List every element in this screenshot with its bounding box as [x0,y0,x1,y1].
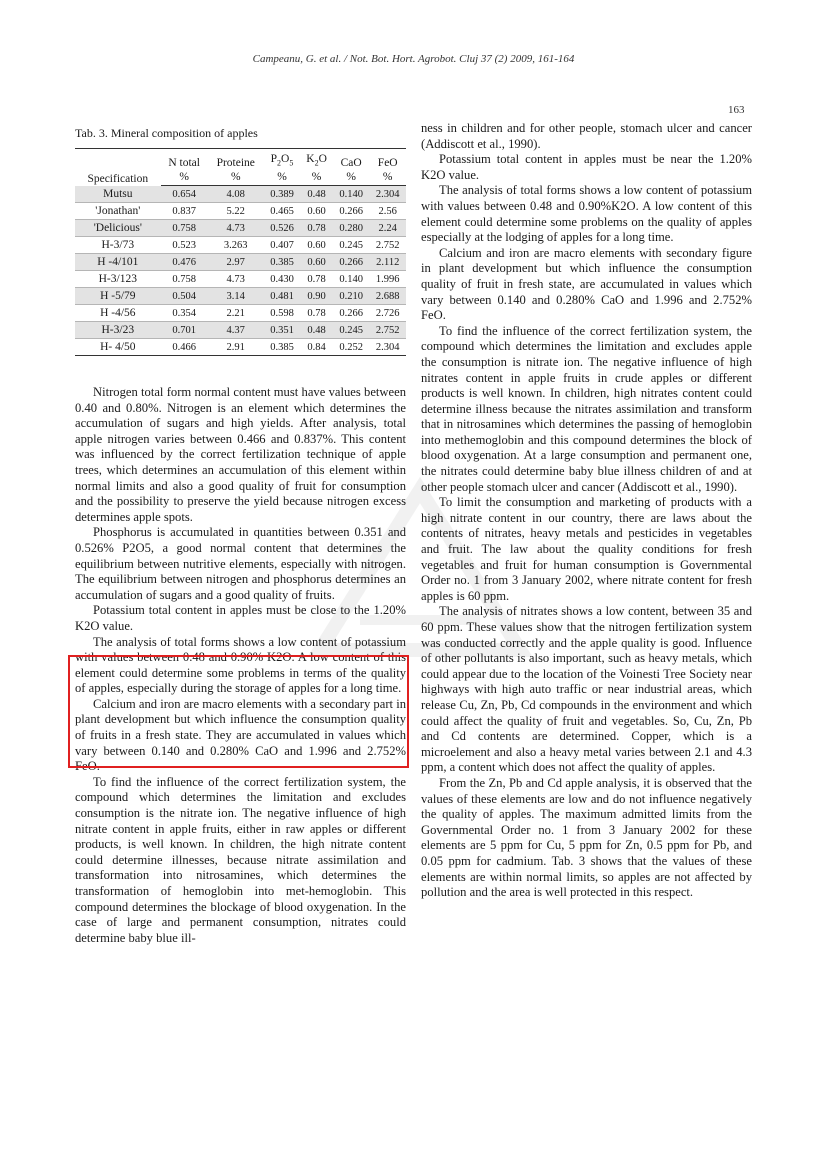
page-number: 163 [728,104,745,116]
table-cell: 3.14 [208,288,264,305]
table-cell: 2.752 [369,322,406,339]
right-column [421,121,752,901]
column-unit: % [161,170,208,186]
column-header: N total [161,149,208,171]
table-cell: 0.598 [264,305,301,322]
table-cell: 2.91 [208,339,264,356]
table-cell: H -4/56 [75,305,161,322]
table-cell: 0.407 [264,237,301,254]
table-cell: 0.385 [264,339,301,356]
table-cell: 2.688 [369,288,406,305]
table-cell: 2.304 [369,186,406,203]
table-cell: 0.701 [161,322,208,339]
table-row [75,305,406,322]
table-cell: 0.504 [161,288,208,305]
table-cell: 0.90 [300,288,333,305]
table-cell: 3.263 [208,237,264,254]
paragraph: ness in children and for other people, stomach ulcer and cancer (Addiscott et al., 1990). [421,121,752,151]
table-cell: 0.78 [300,271,333,288]
paragraph: Nitrogen total form normal content must have values between 0.40 and 0.80%. Nitrogen is an element which determines the accumulation of sugars and high yields. After analysis, total apple nitrogen varies between 0.466 and 0.837%. This content was influenced by the correct fertilization technique of apple trees, which determines an accumulation of this element within normal limits and also a good quality of fruit for consumption and the possibility to preserve the yield because nitrogen excess determines apple spots. [75,385,406,524]
table-cell: H -4/101 [75,254,161,271]
table-cell: H -5/79 [75,288,161,305]
table-cell: 'Jonathan' [75,203,161,220]
table-caption: Tab. 3. Mineral composition of apples [75,126,258,140]
column-header: Specification [75,149,161,186]
paragraph: To find the influence of the correct fertilization system, the compound which determines the limitation and excludes apple the consumption is nitrate ion. The negative influence of high nitrates content in apple fruits in crude apples or different products is well known. In children, high nitrates content could determine illness because the nitrates assimilation and transform that in nitrosamines which determines the passing of hemoglobin into methemoglobin and this compound determines the block of blood oxygenation. At a large consumption and permanent one, the nitrates could determine baby blue illness children of and at other people stomach ulcer and cancer (Addiscott et al., 1990). [421,323,752,494]
table-cell: 0.654 [161,186,208,203]
table-cell: 0.758 [161,220,208,237]
table-cell: 0.385 [264,254,301,271]
table-cell: 0.837 [161,203,208,220]
table-cell: 4.37 [208,322,264,339]
paragraph: The analysis of nitrates shows a low content, between 35 and 60 ppm. These values show that the nitrogen fertilization system was conducted correctly and the apple quality is good. Influence of other pollutants is also important, such as heavy metals, which could appear due to the location of the Voinesti Tree Society near highways with high auto traffic or near industrial areas, which release Cu, Zn, Pb, Cd compounds in the environment and which could affect the quality of fruit and vegetables. So, Cu, Zn, Pb and Cd contents are determined. Copper, which is a microelement and also a heavy metal varies between 2.1 and 4.3 ppm, a content which does not affect the quality of apples. [421,604,752,775]
column-header: Proteine [208,149,264,171]
table-cell: 0.78 [300,220,333,237]
column-header: $P_2O_5$ [264,149,301,171]
table-cell: 2.97 [208,254,264,271]
table-cell: 2.726 [369,305,406,322]
table-row [75,186,406,203]
column-header: CaO [333,149,370,171]
table-cell: 0.351 [264,322,301,339]
table-cell: 0.140 [333,186,370,203]
table-cell: 2.24 [369,220,406,237]
table-cell: 0.266 [333,305,370,322]
table-cell: H-3/23 [75,322,161,339]
table-cell: 4.73 [208,220,264,237]
table-cell: 0.140 [333,271,370,288]
table-cell: 0.476 [161,254,208,271]
table-row [75,203,406,220]
table-cell: Mutsu [75,186,161,203]
table-cell: H-3/73 [75,237,161,254]
column-header: $K_2O$ [300,149,333,171]
paragraph: To find the influence of the correct fertilization system, the compound which determines the limitation and excludes consumption is the nitrate ion. The negative influence of high nitrate content in apple fruits, either in raw apples or different products, is well known. In children, the high nitrate content could determine illnesses, because nitrate assimilation and transformation into nitrosamines, which determines the transformation of hemoglobin into met-hemoglobin. This compound determines the blockage of blood oxygenation. In the case of large and permanent consumption, nitrates could determine baby blue ill- [75,774,406,945]
paragraph: The analysis of total forms shows a low content of potassium with values between 0.48 and 0.90% K2O. A low content of this element could determine some problems in terms of the quality of apples, especially during the storage of apples for a long time. [75,634,406,696]
table-row [75,322,406,339]
table-cell: 4.08 [208,186,264,203]
table-cell: 2.56 [369,203,406,220]
table-cell: 0.354 [161,305,208,322]
column-unit: % [333,170,370,186]
table-row [75,237,406,254]
table-cell: 0.465 [264,203,301,220]
mineral-composition-table [75,148,406,356]
table-cell: 0.60 [300,237,333,254]
table-cell: 'Delicious' [75,220,161,237]
table-cell: 0.84 [300,339,333,356]
paragraph: Calcium and iron are macro elements with secondary figure in plant development but which influence the consumption quality of fruit in fresh state, are accumulated in values which vary between 0.140 and 0.280% CaO and 1.996 and 2.752% FeO. [421,245,752,323]
table-cell: 0.758 [161,271,208,288]
table-cell: 0.245 [333,322,370,339]
column-unit: % [264,170,301,186]
table-row [75,339,406,356]
running-head: Campeanu, G. et al. / Not. Bot. Hort. Agrobot. Cluj 37 (2) 2009, 161-164 [252,53,575,65]
column-header: FeO [369,149,406,171]
paragraph: To limit the consumption and marketing of products with a high nitrate content in our country, there are laws about the contents of nitrates, heavy metals and pesticides in vegetables and fruit. The law about the quality conditions for fresh vegetables and fruit for human consumption is Governmental Order no. 1 from 3 January 2002, where nitrate content for fresh apples is 60 ppm. [421,495,752,603]
table-row [75,254,406,271]
table-cell: 0.48 [300,322,333,339]
table-cell: H-3/123 [75,271,161,288]
column-unit: % [208,170,264,186]
table-row [75,288,406,305]
table-row [75,220,406,237]
table-cell: 0.430 [264,271,301,288]
column-unit: % [369,170,406,186]
table-cell: 0.466 [161,339,208,356]
table-cell: 2.752 [369,237,406,254]
table-cell: 0.210 [333,288,370,305]
table-cell: 0.245 [333,237,370,254]
table-cell: 4.73 [208,271,264,288]
table-cell: 0.523 [161,237,208,254]
table-cell: 0.60 [300,254,333,271]
highlight-box [68,655,409,768]
column-unit: % [300,170,333,186]
table-cell: 0.252 [333,339,370,356]
table-cell: 2.304 [369,339,406,356]
paragraph: Phosphorus is accumulated in quantities between 0.351 and 0.526% P2O5, a good normal content that determines the equilibrium between nutritive elements, especially with nitrogen. The equilibrium between nitrogen and phosphorus determines an accumulation of sugars and a good quality of fruits. [75,525,406,602]
table-cell: 5.22 [208,203,264,220]
table-cell: 0.481 [264,288,301,305]
table-cell: 2.112 [369,254,406,271]
table-cell: H- 4/50 [75,339,161,356]
paragraph: Potassium total content in apples must be near the 1.20% K2O value. [421,152,752,182]
paragraph: Calcium and iron are macro elements with a secondary part in plant development but which influence the consumption quality of fruits in a fresh state. They are accumulated in values which vary between 0.140 and 0.280% CaO and 1.996 and 2.752% FeO. [75,696,406,774]
table-cell: 0.60 [300,203,333,220]
table-cell: 0.526 [264,220,301,237]
table-cell: 0.266 [333,203,370,220]
table-cell: 0.78 [300,305,333,322]
table-cell: 0.389 [264,186,301,203]
table-cell: 0.280 [333,220,370,237]
table-row [75,271,406,288]
table-cell: 0.48 [300,186,333,203]
paragraph: The analysis of total forms shows a low content of potassium with values between 0.48 and 0.90%K2O. A low content of this element could determine some problems on the quality of apples especially at the lodging of apples for a long time. [421,183,752,245]
paragraph: From the Zn, Pb and Cd apple analysis, it is observed that the values of these elements are low and do not influence negatively the quality of apples. The maximum admitted limits from the Governmental Order no. 1 from 3 January 2002 for these elements are 5 ppm for Cu, 5 ppm for Zn, 0.5 ppm for Pb, and 0.05 ppm for cadmium. Tab. 3 shows that the values of these elements are within normal limits, so apples are not affected by pollution and the area is well protected in this respect. [421,775,752,900]
table-cell: 2.21 [208,305,264,322]
table-cell: 0.266 [333,254,370,271]
paragraph: Potassium total content in apples must be close to the 1.20% K2O value. [75,603,406,633]
table-cell: 1.996 [369,271,406,288]
